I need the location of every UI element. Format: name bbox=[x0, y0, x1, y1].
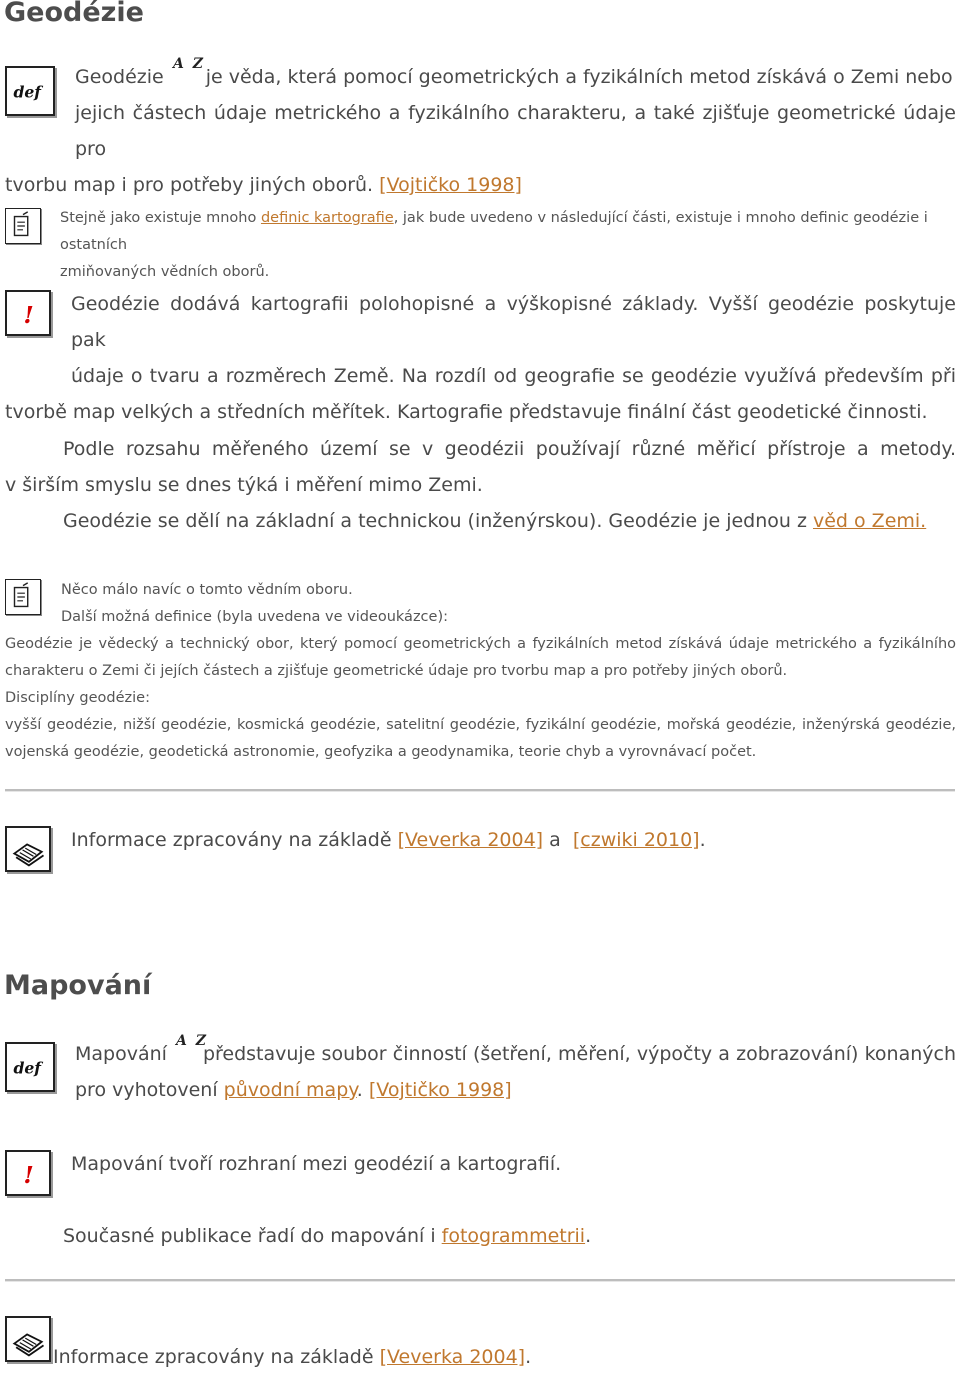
mapovani-paragraph: Současné publikace řadí do mapování i fotogrammetrii. bbox=[63, 1225, 592, 1247]
warning-icon bbox=[5, 1150, 51, 1196]
svg-text:def: def bbox=[13, 1058, 42, 1078]
fotogrammetrie-link[interactable]: fotogrammetrii bbox=[441, 1225, 586, 1247]
veverka-link[interactable]: [Veverka 2004] bbox=[397, 829, 544, 851]
book-icon bbox=[5, 1316, 51, 1362]
book-icon bbox=[5, 826, 51, 872]
note-icon bbox=[5, 208, 41, 244]
czwiki-link[interactable]: [czwiki 2010] bbox=[572, 829, 700, 851]
puvodni-mapy-link[interactable]: původní mapy bbox=[223, 1079, 357, 1101]
cite-vojticko-link[interactable]: [Vojtičko 1998] bbox=[379, 174, 522, 196]
ved-o-zemi-link[interactable]: věd o Zemi. bbox=[812, 510, 927, 532]
source-line: Informace zpracovány na základě [Veverka 2004] a [czwiki 2010]. bbox=[71, 829, 706, 851]
source-line: Informace zpracovány na základě [Veverka 2004]. bbox=[53, 1346, 532, 1368]
definic-kartografie-link[interactable]: definic kartografie bbox=[260, 210, 394, 226]
az-icon: A Z bbox=[173, 56, 205, 72]
extra-info: Něco málo navíc o tomto vědním oboru. Další možná definice (byla uvedena ve videoukázce): Geodézie je vědecký a technický obor, který pomocí geometrických a fyzikálních metod získává údaje metrického a fyzikálního charakteru o Zemi či jejích částech a zjišťuje geometrické údaje pro tvorbu map a pro potřeby jiných oborů. Disciplíny geodézie: vyšší geodézie, nižší geodézie, kosmická geodézie, satelitní geodézie, fyzikální geodézie, mořská geodézie, inženýrská geodézie, vojenská geodézie, geodetická astronomie, geofyzika a geodynamika, teorie chyb a vyrovnávací počet. bbox=[5, 582, 956, 760]
svg-text:def: def bbox=[13, 82, 42, 102]
geodezie-definition: Geodézie je věda, která pomocí geometrických a fyzikálních metod získává o Zemi nebo jejich částech údaje metrického a fyzikálního charakteru, a také zjišťuje geometrické údaje pro tvorbu map i pro potřeby jiných oborů. [Vojtičko 1998] bbox=[5, 66, 956, 196]
az-icon: A Z bbox=[176, 1033, 208, 1049]
range-paragraph: Podle rozsahu měřeného území se v geodézii používají různé měřicí přístroje a metody. v širším smyslu se dnes týká i měření mimo Zemi. Geodézie se dělí na základní a technickou (inženýrskou). Geodézie je jednou z věd o Zemi. bbox=[5, 438, 956, 532]
note-text: Stejně jako existuje mnoho definic kartografie, jak bude uvedeno v následující části, existuje i mnoho definic geodézie i ostatních zmiňovaných vědních oborů. bbox=[60, 210, 928, 280]
mapovani-definition: Mapování představuje soubor činností (šetření, měření, výpočty a zobrazování) konaných pro vyhotovení původní mapy. [Vojtičko 1998] bbox=[75, 1043, 956, 1101]
warning-text: Geodézie dodává kartografii polohopisné a výškopisné základy. Vyšší geodézie poskytuje pak údaje o tvaru a rozměrech Země. Na rozdíl od geografie se geodézie využívá především při tvorbě map velkých a středních měřítek. Kartografie představuje finální část geodetické činnosti. bbox=[5, 293, 956, 423]
divider bbox=[5, 1279, 955, 1282]
section-title-mapovani: Mapování bbox=[4, 970, 152, 1001]
mapovani-warning: Mapování tvoří rozhraní mezi geodézií a kartografií. bbox=[71, 1153, 562, 1175]
svg-text:!: ! bbox=[23, 301, 34, 330]
section-title-geodezie: Geodézie bbox=[4, 0, 144, 28]
divider bbox=[5, 789, 955, 792]
veverka-link[interactable]: [Veverka 2004] bbox=[379, 1346, 526, 1368]
svg-text:!: ! bbox=[23, 1161, 34, 1190]
term: Mapování bbox=[75, 1043, 167, 1065]
term: Geodézie bbox=[75, 66, 164, 88]
cite-vojticko-link[interactable]: [Vojtičko 1998] bbox=[368, 1079, 512, 1101]
